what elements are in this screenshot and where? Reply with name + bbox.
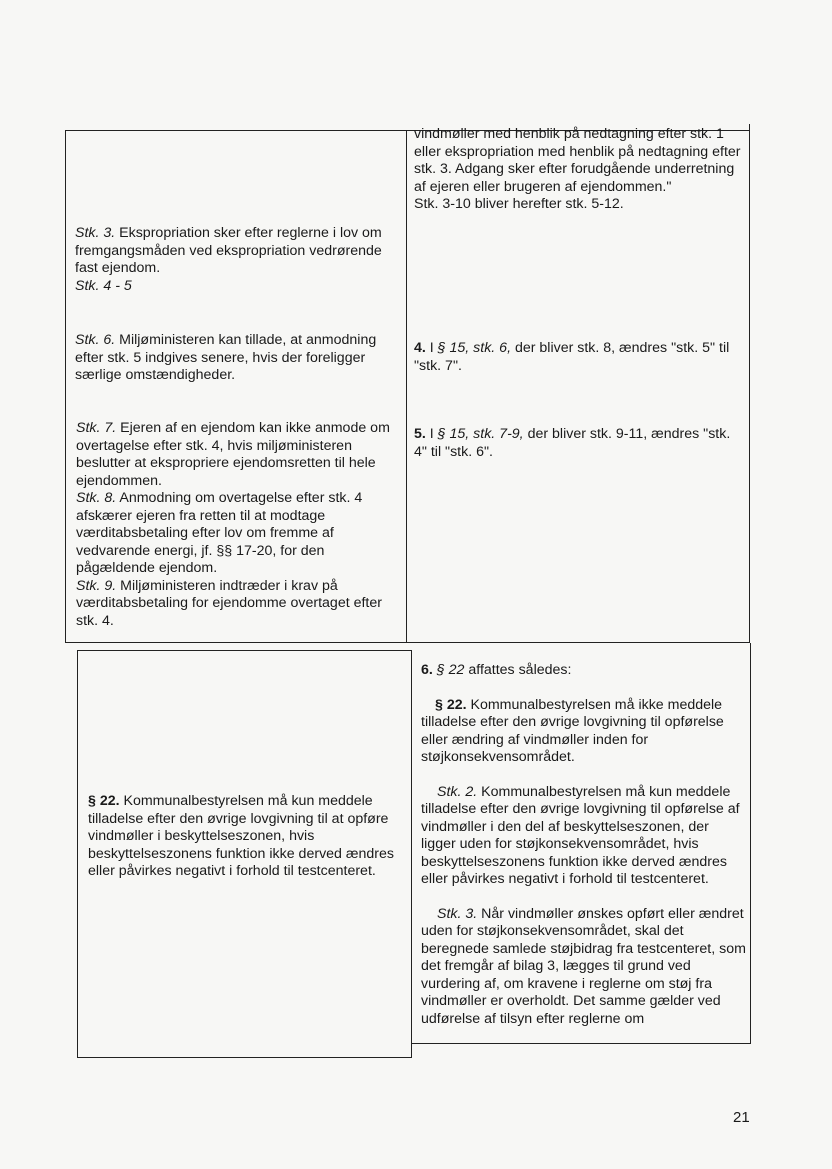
stk6-text: Miljøministeren kan tillade, at anmodning efter stk. 5 indgives senere, hvis der foreligger særlige omstændigheder. xyxy=(75,332,377,383)
lower-table-bottom-border xyxy=(77,1057,412,1058)
new-p22-label: § 22. xyxy=(435,696,467,713)
item-4-text: der bliver stk. 8, ændres "stk. 5" til "stk. 7". xyxy=(414,340,730,374)
stk8-label: Stk. 8. xyxy=(76,490,117,506)
stk9-text: Miljøministeren indtræder i krav på værditabsbetaling for ejendomme overtaget efter stk. 4. xyxy=(76,577,382,629)
table-right-border xyxy=(749,124,750,643)
new-stk2-text: Kommunalbestyrelsen må kun meddele tilladelse efter den øvrige lovgivning til opførelse af vindmøller i den del af beskyttelseszonen, der ligger uden for støjkonsekvensområdet, hvis beskyttelseszonens funktion ikke derved ændres eller påvirkes negativt i forhold til testcenteret. xyxy=(421,783,740,887)
new-stk3-label: Stk. 3. xyxy=(437,905,478,922)
renumbering-note: Stk. 3-10 bliver herefter stk. 5-12. xyxy=(414,196,624,212)
item-5-number: 5. xyxy=(414,426,426,442)
lower-table-right-bottom-border xyxy=(411,1043,751,1044)
left-cell-stk7-9 xyxy=(76,420,400,630)
lower-table-top-border xyxy=(77,650,412,651)
stk7-label: Stk. 7. xyxy=(76,420,117,436)
lower-table-column-divider xyxy=(411,650,412,1058)
stk4-5-label: Stk. 4 - 5 xyxy=(75,277,132,294)
item-6-reference: § 22 xyxy=(436,662,465,678)
lower-table-left-border xyxy=(77,650,78,1058)
item-4-reference: § 15, stk. 6, xyxy=(437,340,512,356)
item-4-prefix: I xyxy=(425,340,438,356)
item-5-text: der bliver stk. 9-11, ændres "stk. 4" til "stk. 6". xyxy=(414,426,731,460)
new-stk3-text: Når vindmøller ønskes opført eller ændret uden for støjkonsekvensområdet, skal det beregnede samlede støjbidrag fra testcenteret, som det fremgår af bilag 3, lægges til grund ved vurdering af, om kravene i reglerne om støj fra vindmøller er overholdt. Det samme gælder ved udførelse af tilsyn efter reglerne om xyxy=(421,905,746,1027)
item-6-number: 6. xyxy=(421,662,433,678)
new-p22-text: Kommunalbestyrelsen må ikke meddele tilladelse efter den øvrige lovgivning til opførelse eller ændring af vindmøller inden for støjkonsekvensområdet. xyxy=(421,696,724,765)
item-5-reference: § 15, stk. 7-9, xyxy=(437,426,524,442)
page-number: 21 xyxy=(733,1109,750,1126)
continuation-text: vindmøller med henblik på nedtagning efter stk. 1 eller ekspropriation med henblik på nedtagning efter stk. 3. Adgang sker efter forudgående underretning af ejeren eller brugeren af ejendommen." xyxy=(414,126,741,195)
left-cell-stk6 xyxy=(75,332,403,385)
left-cell-stk3 xyxy=(75,225,397,295)
lower-left-cell-p22 xyxy=(88,793,406,881)
item-4-number: 4. xyxy=(414,340,426,356)
right-cell-continuation xyxy=(414,126,744,214)
table-column-divider xyxy=(406,130,407,643)
stk3-label: Stk. 3. xyxy=(75,225,116,241)
item-6-text: affattes således: xyxy=(464,662,572,678)
lower-right-cell xyxy=(421,662,746,1028)
table-row-divider xyxy=(65,642,750,643)
old-p22-text: Kommunalbestyrelsen må kun meddele tilladelse efter den øvrige lovgivning til at opføre vindmøller i beskyttelseszonen, hvis beskyttelseszonens funktion ikke derved ændres eller påvirkes negativt i forhold til testcenteret. xyxy=(88,793,394,879)
table-left-border xyxy=(65,130,66,643)
stk9-label: Stk. 9. xyxy=(76,577,117,594)
stk7-text: Ejeren af en ejendom kan ikke anmode om overtagelse efter stk. 4, hvis miljøministeren beslutter at ekspropriere ejendomsretten til hele ejendommen. xyxy=(76,420,390,489)
old-p22-label: § 22. xyxy=(88,793,120,809)
stk3-text: Ekspropriation sker efter reglerne i lov om fremgangsmåden ved ekspropriation vedrørende fast ejendom. xyxy=(75,225,382,276)
item-5-prefix: I xyxy=(425,426,438,442)
stk6-label: Stk. 6. xyxy=(75,332,116,348)
right-cell-item-4 xyxy=(414,340,744,375)
lower-table-right-border xyxy=(750,643,751,1044)
stk8-text: Anmodning om overtagelse efter stk. 4 afskærer ejeren fra retten til at modtage værditabsbetaling efter lov om fremme af vedvarende energi, jf. §§ 17-20, for den pågældende ejendom. xyxy=(76,490,363,576)
new-stk2-label: Stk. 2. xyxy=(437,783,478,800)
right-cell-item-5 xyxy=(414,426,744,461)
